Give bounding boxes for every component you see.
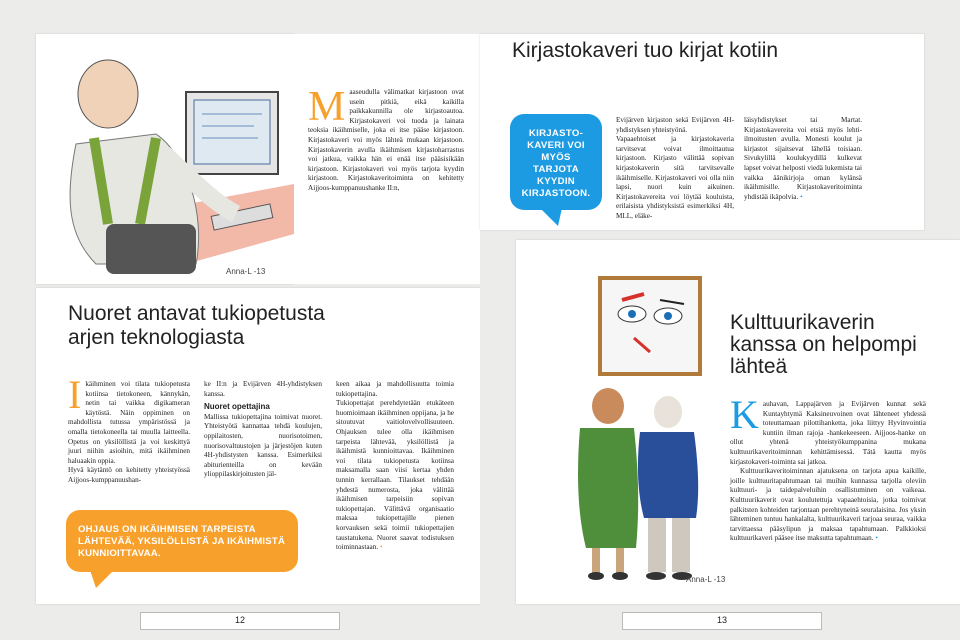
right-page — [480, 0, 960, 640]
article3-body — [730, 392, 926, 544]
article3-body1-text: auhavan, Lappajärven ja Evijärven kunnat sekä Kuntayhtymä Kaksineuvoinen ovat lähteneet yhdessä toteuttamaan pilottihanketta, joka liittyy Hyvinvointia kuntiin ilman rajoja -hankekeeseen. Aijjoos-hanke on ollut yhtenä yhteistyökumppanina mukana kulttuurikaveritoiminnan kehittämisessä. Tätä kautta myös kirjastokaveri-toiminta sai jatkoa. — [730, 400, 926, 466]
end-mark: • — [875, 534, 878, 543]
end-mark: • — [379, 543, 383, 552]
right-page-number: 13 — [716, 615, 727, 625]
callout-tail — [90, 570, 114, 588]
article1-intro-text: aaseudulla välimatkat kirjastoon ovat usein pitkiä, eikä kaikilla paikkakunnilla ole kirjastoautoa. Kirjastokaveri voi tuoda ja lainata teoksia ikäihmiselle, joka ei itse pääse kirjastoon. Kirjastokaveri voi myös lähteä mukaan kirjastoon. Kirjastokaverin avulla ikäihmisen kirjastoharrastus voi jatkua, vaikka hän ei enää itse pääsisikään kirjastoon. Kirjastokaveri voi myös tarjota kyydin kirjastoon. Kirjastokaveritoiminta on kehitetty Aijjoos-kumppanuushanke II:n, — [308, 88, 464, 192]
article2-col3-text: keen aikaa ja mahdollisuutta toimia tukiopettajina. Tukiopettajat perehdytetään etukäteen huomioimaan ikäihminen oppijana, ja he sitoutuvat vaitiolovelvollisuuteen. Ohjauksen tulee olla ikäihmisen tarpeista lähtevää, yksilöllistä ja ikäihmistä kunnioittavaa. Ikäihminen voi tilata tukiopetusta kotiinsa maksamalla saan viisi kertaa yhden tunnin kerrallaan. Tilaukset tehdään yhdestä numerosta, joka välittää ikäihmisen tarpeisiin sopivan tukiopettajan. Välittävä organisaatio maksaa tukiopettajille pienen korvauksen sekä toimii tukiopettajien taustatukena. Nuoret saavat todistuksen toiminnastaan. — [336, 380, 454, 552]
article1-col3-text: läisyhdistykset tai Martat. Kirjastokavereita voi etsiä myös lehti-ilmoitusten avulla. Monesti koulut ja kirjastot sijaitsevat lähellä toisiaan. Sivukylillä koulukyydillä kulkevat lapset voivat helposti viedä lukemista tai vaikka äänikirjoja oman kylänsä ikäihmisille. Kirjastokaveritoiminta yhdistää ikäpolvia. — [744, 116, 862, 201]
callout-text: OHJAUS ON IKÄIHMISEN TARPEISTA LÄHTEVÄÄ, YKSILÖLLISTÄ JA IKÄIHMISTÄ KUNNIOITTAVAA. — [78, 524, 286, 559]
article2-col2 — [204, 380, 322, 480]
left-page-number-box — [140, 612, 340, 630]
article2-title: Nuoret antavat tukiopetusta arjen teknologiasta — [68, 302, 325, 349]
right-page-number-box — [622, 612, 822, 630]
signature-illustration-2: Anna-L -13 — [686, 575, 726, 584]
article1-title: Kirjastokaveri tuo kirjat kotiin — [512, 39, 779, 62]
article1-col3 — [744, 116, 862, 202]
article2-subhead: Nuoret opettajina — [204, 402, 270, 412]
article3-card — [516, 240, 960, 604]
man-at-computer-illustration — [36, 34, 294, 284]
article3-body2 — [730, 467, 926, 544]
bubble-text: KIRJASTO-KAVERI VOI MYÖS TARJOTA KYYDIN KIRJASTOON. — [521, 128, 591, 199]
article2-col2-intro: ke II:n ja Evijärven 4H-yhdistyksen kanssa. — [204, 380, 322, 398]
article2-card — [36, 288, 480, 604]
dropcap-m: M — [308, 84, 346, 130]
article2-col1 — [68, 372, 190, 486]
couple-at-painting-illustration — [536, 256, 736, 586]
left-page-number: 12 — [234, 615, 245, 625]
bubble-tail — [540, 208, 562, 226]
article2-callout — [66, 510, 298, 572]
article1-col2-text: Evijärven kirjaston sekä Evijärven 4H-yhdistyksen yhteistyönä. Vapaaehtoiset ja kirjastokaveria tarvitsevat voivat ilmoittautua kirjastoon. Kirjasto välittää sopivan kirjastokaverin sitä tarvitsevalle ikäihmiselle. Kirjastokaveri voi olla niin lapsi, nuori kuin aikuinen. Kirjastokavereita voi löytää kouluista, erilaisista yhdistyksistä esimerkiksi 4H, MLL, eläke- — [616, 116, 734, 220]
article2-col3 — [336, 380, 454, 553]
article3-title: Kulttuurikaverin kanssa on helpompi lähteä — [730, 311, 917, 378]
dropcap-k: K — [730, 392, 759, 437]
article2-col1-text: käihminen voi tilata tukiopetusta kotiinsa tietokoneen, kännykän, netin tai vaikka digikameran käytöstä. Näin oppiminen on mahdollista tutussa ympäristössä ja omalla tietokoneella tai muulla laitteella. Opetus on yksilöllistä ja voi keskittyä juuri niihin asioihin, mitä ikäihminen haluaakin oppia. Hyvä käytäntö on kehitetty yhteistyössä Aijjoos-kumppanuushan- — [68, 380, 190, 484]
article1-bubble — [510, 114, 602, 210]
article1-intro — [308, 84, 464, 194]
article3-body1 — [730, 392, 926, 467]
dropcap-i: I — [68, 372, 82, 417]
article1-intro-card — [294, 34, 480, 284]
article1-card — [480, 34, 924, 230]
end-mark: • — [800, 192, 803, 201]
illustration-computer-user — [36, 34, 294, 284]
article3-body2-text: Kulttuurikaveritoiminnan ajatuksena on tarjota apua kaikille, joille kulttuuritapahtumaan tai muihin kunnassa tarjolla oleviin kulttuuri- ja taidepalveluihin osallistuminen on vaikeaa. Kulttuurikaverit ovat koulutettuja vapaaehtoisia, jotka toimivat palkitsten kohteiden tarjontaan perehtyneinä seuralaisina. Jos yksin lähteminen tuntuu hankalalta, kulttuurikaveri tarjoaa seuraa, vaikka tarvittaessa pääsylipun ja maksaa tapahtumaan. Palkkioksi kulttuurikaveri pääsee itse maksutta tapahtumaan. — [730, 467, 926, 543]
article2-col2-text: Mallissa tukiopettajina toimivat nuoret. Yhteistyötä kannattaa tehdä koulujen, oppilaitosten, nuorisotoimen, nuorisovaltuustojen ja järjestöjen kuten 4H-yhdistysten kanssa. Esimerkiksi abiturienteilla on kevään ylioppilaskirjoitusten jäl- — [204, 412, 322, 479]
signature-illustration-1: Anna-L -13 — [226, 267, 266, 276]
article1-col2 — [616, 116, 734, 222]
